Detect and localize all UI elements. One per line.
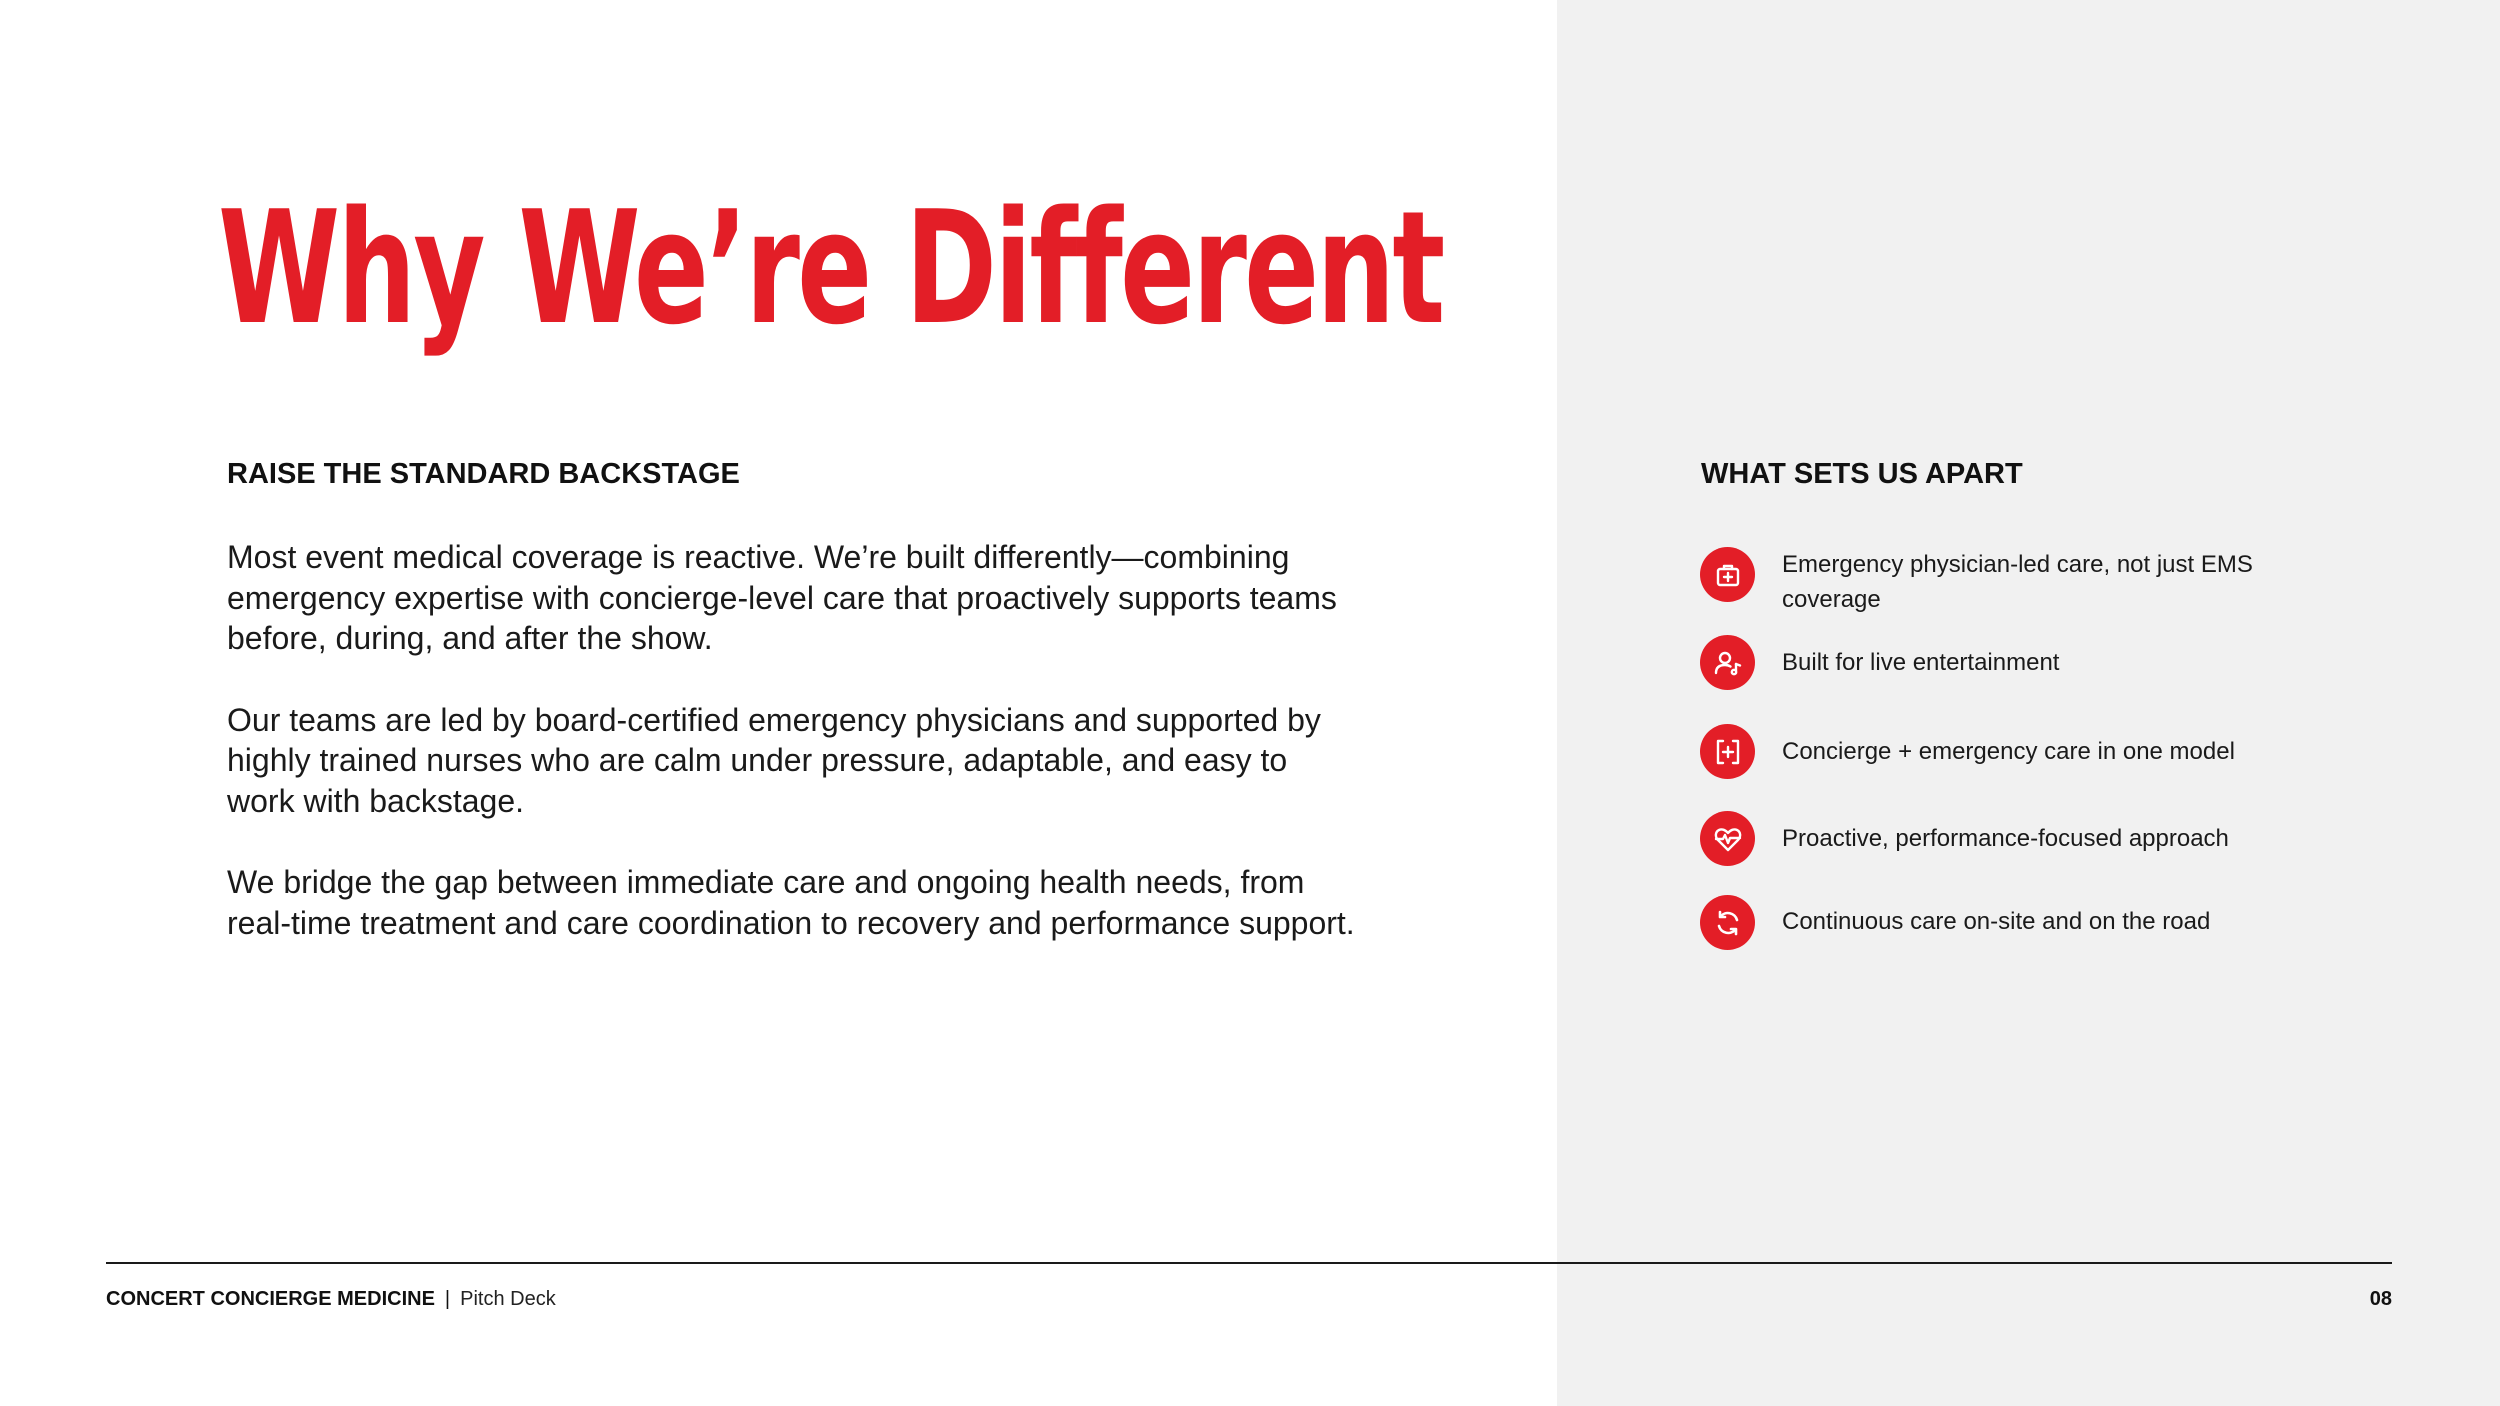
heart-pulse-icon	[1700, 811, 1755, 866]
feature-text: Concierge + emergency care in one model	[1782, 738, 2235, 765]
feature-text: Built for live entertainment	[1782, 649, 2060, 676]
body-paragraph-1: Most event medical coverage is reactive. We’re built differently—combining emergency expertise with concierge-level care that proactively supports teams before, during, and after the show.	[227, 539, 1337, 656]
footer-divider	[106, 1262, 2392, 1264]
body-paragraph-3: We bridge the gap between immediate care and ongoing health needs, from real-time treatment and care coordination to recovery and performance support.	[227, 864, 1355, 941]
feature-text: Proactive, performance-focused approach	[1782, 825, 2229, 852]
right-panel-background	[1557, 0, 2500, 1406]
footer-left	[106, 1289, 556, 1309]
footer-document-type: Pitch Deck	[460, 1288, 556, 1310]
footer-separator: |	[444, 1288, 451, 1310]
refresh-cycle-icon	[1700, 895, 1755, 950]
body-paragraphs	[227, 537, 1357, 984]
left-section-heading: RAISE THE STANDARD BACKSTAGE	[227, 458, 740, 490]
body-paragraph-2: Our teams are led by board-certified emergency physicians and supported by highly trained nurses who are calm under pressure, adaptable, and easy to work with backstage.	[227, 701, 1321, 819]
feature-text: Continuous care on-site and on the road	[1782, 908, 2211, 935]
slide-title: Why We’re Different	[218, 177, 1443, 359]
footer-brand: CONCERT CONCIERGE MEDICINE	[106, 1288, 435, 1310]
medical-kit-icon	[1700, 547, 1755, 602]
right-section-heading: WHAT SETS US APART	[1701, 458, 2023, 490]
feature-text: Emergency physician-led care, not just EMS coverage	[1782, 551, 2253, 613]
medical-frame-icon	[1700, 724, 1755, 779]
page-number: 08	[2369, 1288, 2392, 1310]
user-music-icon	[1700, 635, 1755, 690]
